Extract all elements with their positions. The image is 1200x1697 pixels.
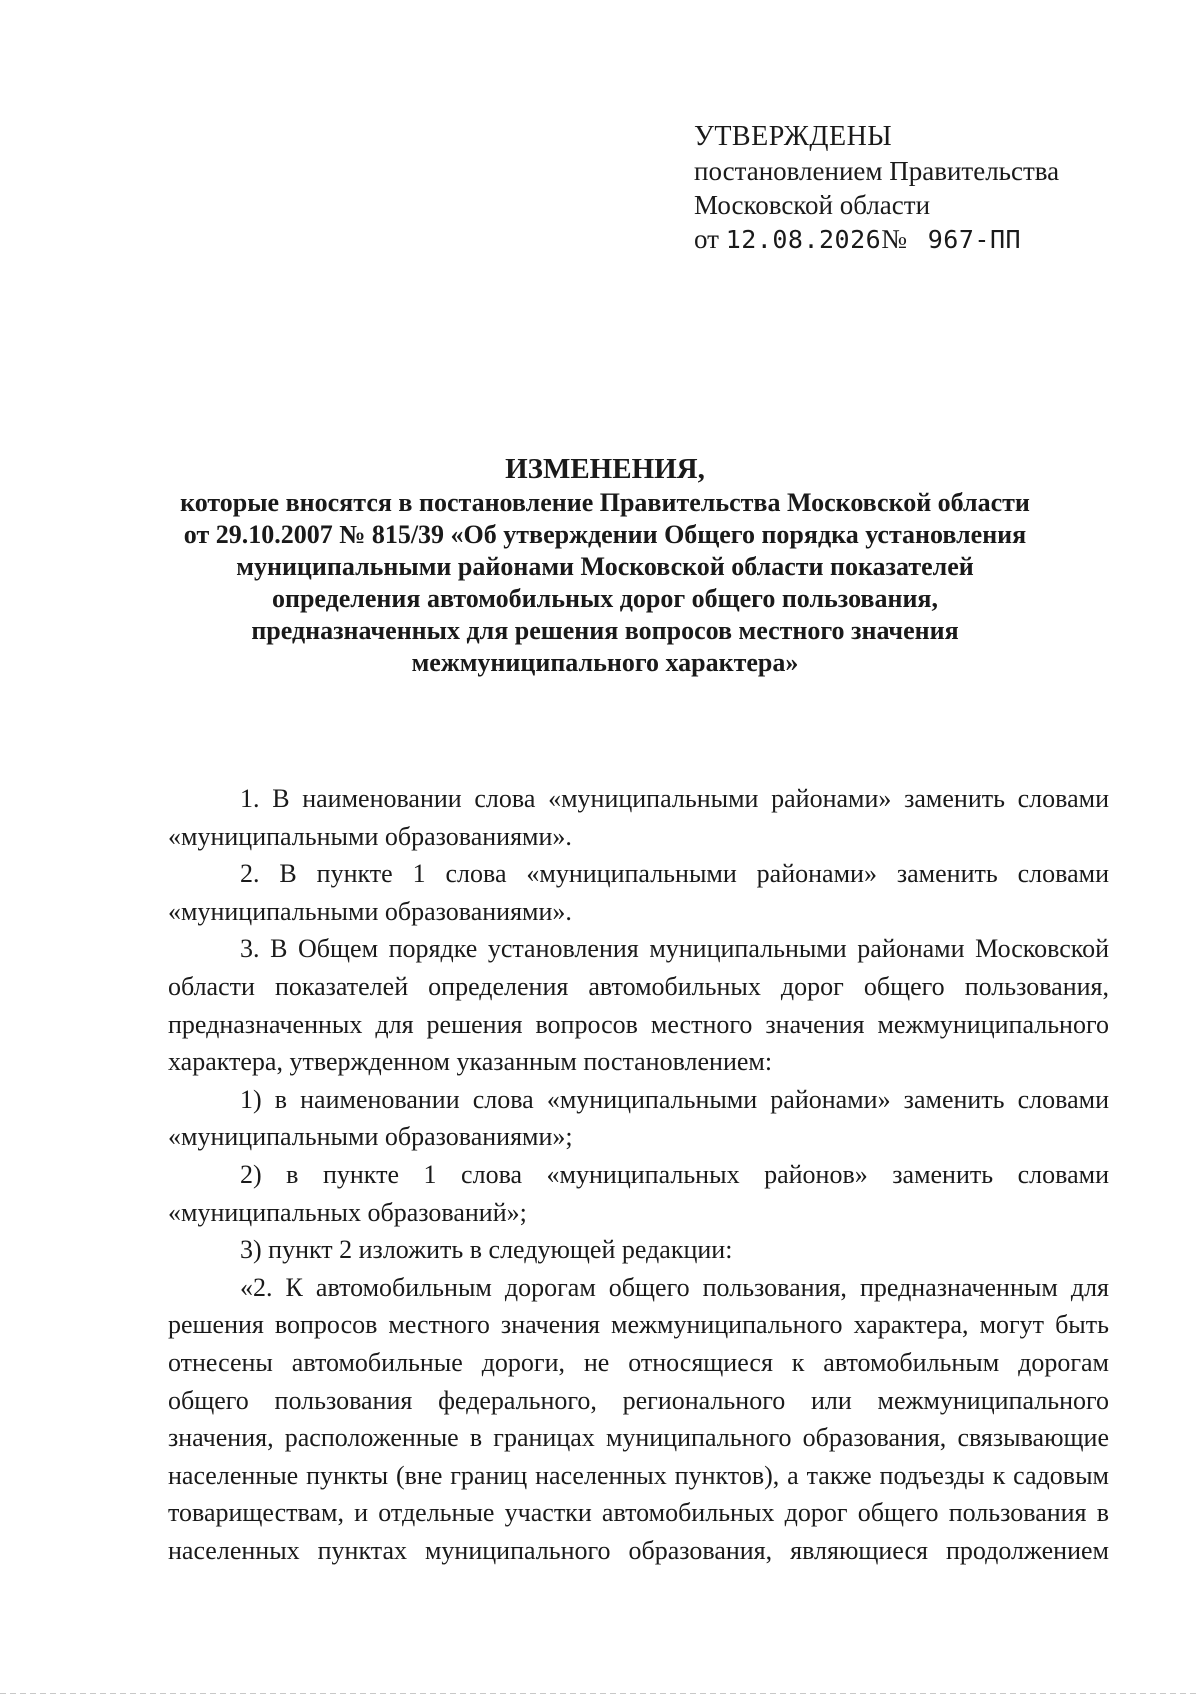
paragraph-item-1: 1. В наименовании слова «муниципальными районами» заменить словами «муниципальными образованиями». bbox=[168, 784, 1109, 851]
approval-line-2: Московской области bbox=[694, 190, 931, 220]
title-line: муниципальными районами Московской области показателей bbox=[236, 552, 974, 581]
approval-date: 12.08.2026 bbox=[725, 225, 882, 254]
approval-date-line bbox=[694, 222, 1059, 257]
document-title bbox=[150, 453, 1060, 679]
approval-number: 967-ПП bbox=[927, 225, 1022, 254]
approval-line-1: постановлением Правительства bbox=[694, 156, 1060, 186]
number-sign: № bbox=[881, 224, 907, 254]
scan-edge-line bbox=[0, 1693, 1200, 1694]
title-main: ИЗМЕНЕНИЯ, bbox=[505, 453, 705, 485]
date-prefix: от bbox=[694, 224, 719, 254]
title-line: от 29.10.2007 № 815/39 «Об утверждении Общего порядка установления bbox=[183, 520, 1027, 549]
title-line: межмуниципального характера» bbox=[411, 648, 799, 677]
new-clause-2-text: «2. К автомобильным дорогам общего пользования, предназначенным для решения вопросов местного значения межмуниципального характера, могут быть отнесены автомобильные дороги, не относящиеся к автомобильным дорогам общего пользования федерального, регионального или межмуниципального значения, расположенные в границах муниципального образования, связывающие населенные пункты (вне границ населенных пунктов), а также подъезды к садовым товариществам, и отдельные участки автомобильных дорог общего пользования в населенных пунктах муниципального образования, являющиеся продолжением bbox=[168, 1272, 1109, 1565]
approval-block bbox=[694, 120, 1059, 257]
title-line: которые вносятся в постановление Правительства Московской области bbox=[180, 488, 1030, 517]
paragraph-item-2: 2. В пункте 1 слова «муниципальными районами» заменить словами «муниципальными образованиями». bbox=[168, 859, 1109, 926]
title-line: предназначенных для решения вопросов местного значения bbox=[251, 616, 959, 645]
document-body bbox=[168, 780, 1109, 1569]
subparagraph-2: 2) в пункте 1 слова «муниципальных районов» заменить словами «муниципальных образований»; bbox=[168, 1159, 1109, 1227]
approval-heading: УТВЕРЖДЕНЫ bbox=[694, 121, 893, 152]
title-line: определения автомобильных дорог общего пользования, bbox=[271, 584, 939, 613]
subparagraph-1: 1) в наименовании слова «муниципальными районами» заменить словами «муниципальными образованиями»; bbox=[168, 1084, 1109, 1152]
paragraph-item-3: 3. В Общем порядке установления муниципальными районами Московской области показателей определения автомобильных дорог общего пользования, предназначенных для решения вопросов местного значения межмуниципального характера, утвержденном указанным постановлением: bbox=[168, 934, 1109, 1077]
subparagraph-3: 3) пункт 2 изложить в следующей редакции: bbox=[240, 1235, 733, 1265]
